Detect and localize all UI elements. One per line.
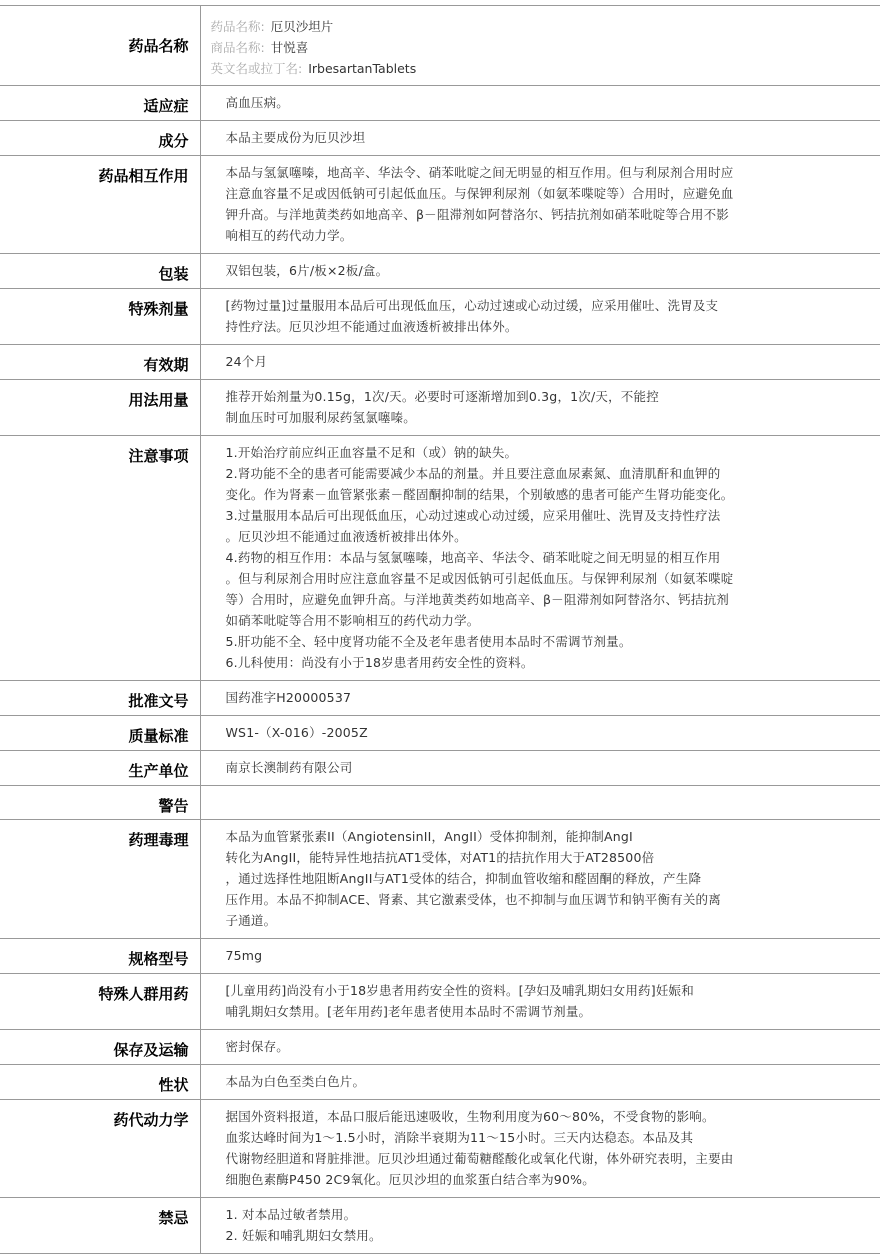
trade-name-row [211, 37, 873, 58]
label-specification: 规格型号 [0, 939, 200, 974]
text-line: 南京长澳制药有限公司 [225, 760, 353, 775]
row-overdose [0, 289, 880, 345]
text-line: WS1-（X-016）-2005Z [225, 725, 368, 740]
row-manufacturer [0, 751, 880, 786]
text-line: [药物过量]过量服用本品后可出现低血压，心动过速或心动过缓，应采用催吐、洗胃及支 [225, 298, 719, 313]
label-dosage: 用法用量 [0, 380, 200, 436]
label-overdose: 特殊剂量 [0, 289, 200, 345]
row-shelf-life [0, 345, 880, 380]
value-special-population [200, 974, 880, 1030]
row-drug-name [0, 6, 880, 86]
english-name-row [211, 58, 873, 79]
value-standard [200, 716, 880, 751]
text-line: 3.过量服用本品后可出现低血压，心动过速或心动过缓，应采用催吐、洗胃及支持性疗法 [225, 508, 721, 523]
value-shelf-life [200, 345, 880, 380]
row-indication [0, 86, 880, 121]
trade-name-value: 甘悦喜 [270, 40, 309, 55]
row-interactions [0, 156, 880, 254]
text-line: 6.儿科使用：尚没有小于18岁患者用药安全性的资料。 [225, 655, 534, 670]
label-approval: 批准文号 [0, 681, 200, 716]
row-specification [0, 939, 880, 974]
value-contraindications [200, 1198, 880, 1254]
text-line: 4.药物的相互作用：本品与氢氯噻嗪，地高辛、华法令、硝苯吡啶之间无明显的相互作用 [225, 550, 721, 565]
label-standard: 质量标准 [0, 716, 200, 751]
row-warning [0, 786, 880, 820]
row-package [0, 254, 880, 289]
text-line: 注意血容量不足或因低钠可引起低血压。与保钾利尿剂（如氨苯喋啶等）合用时，应避免血 [225, 186, 734, 201]
english-name-key: 英文名或拉丁名: [210, 61, 303, 76]
text-line: 钾升高。与洋地黄类药如地高辛、β－阻滞剂如阿替洛尔、钙拮抗剂如硝苯吡啶等合用不影 [225, 207, 729, 222]
label-special-population: 特殊人群用药 [0, 974, 200, 1030]
row-approval [0, 681, 880, 716]
text-line: 等）合用时，应避免血钾升高。与洋地黄类药如地高辛、β－阻滞剂如阿替洛尔、钙拮抗剂 [225, 592, 729, 607]
label-warning: 警告 [0, 786, 200, 820]
text-line: 推荐开始剂量为0.15g，1次/天。必要时可逐渐增加到0.3g，1次/天，不能控 [225, 389, 659, 404]
text-line: 据国外资料报道，本品口服后能迅速吸收，生物利用度为60～80%，不受食物的影响。 [225, 1109, 715, 1124]
text-line: 24个月 [225, 354, 268, 369]
text-line: 本品主要成份为厄贝沙坦 [225, 130, 366, 145]
row-dosage [0, 380, 880, 436]
value-pharmacokinetics [200, 1100, 880, 1198]
text-line: 75mg [225, 948, 263, 963]
text-line: 2. 妊娠和哺乳期妇女禁用。 [225, 1228, 382, 1243]
generic-name-value: 厄贝沙坦片 [270, 19, 334, 34]
text-line: [儿童用药]尚没有小于18岁患者用药安全性的资料。[孕妇及哺乳期妇女用药]妊娠和 [225, 983, 694, 998]
text-line: 转化为AngII，能特异性地拮抗AT1受体，对AT1的拮抗作用大于AT28500倍 [225, 850, 655, 865]
text-line: 压作用。本品不抑制ACE、肾素、其它激素受体，也不抑制与血压调节和钠平衡有关的离 [225, 892, 721, 907]
row-pharmacokinetics [0, 1100, 880, 1198]
value-pharmacology [200, 820, 880, 939]
generic-name-row [211, 16, 873, 37]
text-line: 血浆达峰时间为1～1.5小时，消除半衰期为11～15小时。三天内达稳态。本品及其 [225, 1130, 694, 1145]
text-line: 响相互的药代动力学。 [225, 228, 353, 243]
text-line: 1. 对本品过敏者禁用。 [225, 1207, 357, 1222]
row-standard [0, 716, 880, 751]
label-ingredients: 成分 [0, 121, 200, 156]
text-line: 如硝苯吡啶等合用不影响相互的药代动力学。 [225, 613, 480, 628]
value-precautions [200, 436, 880, 681]
generic-name-key: 药品名称: [210, 19, 265, 34]
label-drug-name: 药品名称 [0, 6, 200, 86]
text-line: 1.开始治疗前应纠正血容量不足和（或）钠的缺失。 [225, 445, 518, 460]
value-storage [200, 1030, 880, 1065]
value-manufacturer [200, 751, 880, 786]
value-interactions [200, 156, 880, 254]
label-interactions: 药品相互作用 [0, 156, 200, 254]
value-overdose [200, 289, 880, 345]
text-line: 细胞色素酶P450 2C9氧化。厄贝沙坦的血浆蛋白结合率为90%。 [225, 1172, 595, 1187]
label-package: 包装 [0, 254, 200, 289]
row-ingredients [0, 121, 880, 156]
text-line: 本品与氢氯噻嗪，地高辛、华法令、硝苯吡啶之间无明显的相互作用。但与利尿剂合用时应 [225, 165, 734, 180]
row-contraindications [0, 1198, 880, 1254]
value-warning [200, 786, 880, 820]
row-precautions [0, 436, 880, 681]
label-pharmacokinetics: 药代动力学 [0, 1100, 200, 1198]
row-special-population [0, 974, 880, 1030]
value-description [200, 1065, 880, 1100]
text-line: 。但与利尿剂合用时应注意血容量不足或因低钠可引起低血压。与保钾利尿剂（如氨苯喋啶 [225, 571, 734, 586]
label-precautions: 注意事项 [0, 436, 200, 681]
drug-name-cell [200, 6, 880, 86]
text-line: 代谢物经胆道和肾脏排泄。厄贝沙坦通过葡萄糖醛酸化或氧化代谢，体外研究表明，主要由 [225, 1151, 734, 1166]
label-description: 性状 [0, 1065, 200, 1100]
text-line: 密封保存。 [225, 1039, 290, 1054]
drug-info-table [0, 5, 880, 1254]
text-line: 持性疗法。厄贝沙坦不能通过血液透析被排出体外。 [225, 319, 518, 334]
value-dosage [200, 380, 880, 436]
label-contraindications: 禁忌 [0, 1198, 200, 1254]
label-storage: 保存及运输 [0, 1030, 200, 1065]
text-line: 高血压病。 [225, 95, 290, 110]
text-line: 哺乳期妇女禁用。[老年用药]老年患者使用本品时不需调节剂量。 [225, 1004, 592, 1019]
row-pharmacology [0, 820, 880, 939]
text-line: ，通过选择性地阻断AngII与AT1受体的结合，抑制血管收缩和醛固酮的释放，产生降 [225, 871, 702, 886]
text-line: 双铝包装，6片/板×2板/盒。 [225, 263, 389, 278]
text-line: 本品为血管紧张素II（AngiotensinII，AngII）受体抑制剂，能抑制AngI [225, 829, 633, 844]
row-description [0, 1065, 880, 1100]
text-line: 。厄贝沙坦不能通过血液透析被排出体外。 [225, 529, 467, 544]
value-ingredients [200, 121, 880, 156]
drug-info-body [0, 6, 880, 1254]
text-line: 子通道。 [225, 913, 277, 928]
text-line: 国药准字H20000537 [225, 690, 352, 705]
row-storage [0, 1030, 880, 1065]
text-line: 2.肾功能不全的患者可能需要减少本品的剂量。并且要注意血尿素氮、血清肌酐和血钾的 [225, 466, 721, 481]
value-specification [200, 939, 880, 974]
trade-name-key: 商品名称: [210, 40, 265, 55]
label-shelf-life: 有效期 [0, 345, 200, 380]
label-indication: 适应症 [0, 86, 200, 121]
text-line: 5.肝功能不全、轻中度肾功能不全及老年患者使用本品时不需调节剂量。 [225, 634, 632, 649]
value-approval [200, 681, 880, 716]
label-manufacturer: 生产单位 [0, 751, 200, 786]
text-line: 制血压时可加服利尿药氢氯噻嗪。 [225, 410, 417, 425]
text-line: 变化。作为肾素－血管紧张素－醛固酮抑制的结果，个别敏感的患者可能产生肾功能变化。 [225, 487, 734, 502]
english-name-value: IrbesartanTablets [308, 61, 417, 76]
label-pharmacology: 药理毒理 [0, 820, 200, 939]
value-indication [200, 86, 880, 121]
value-package [200, 254, 880, 289]
text-line: 本品为白色至类白色片。 [225, 1074, 366, 1089]
